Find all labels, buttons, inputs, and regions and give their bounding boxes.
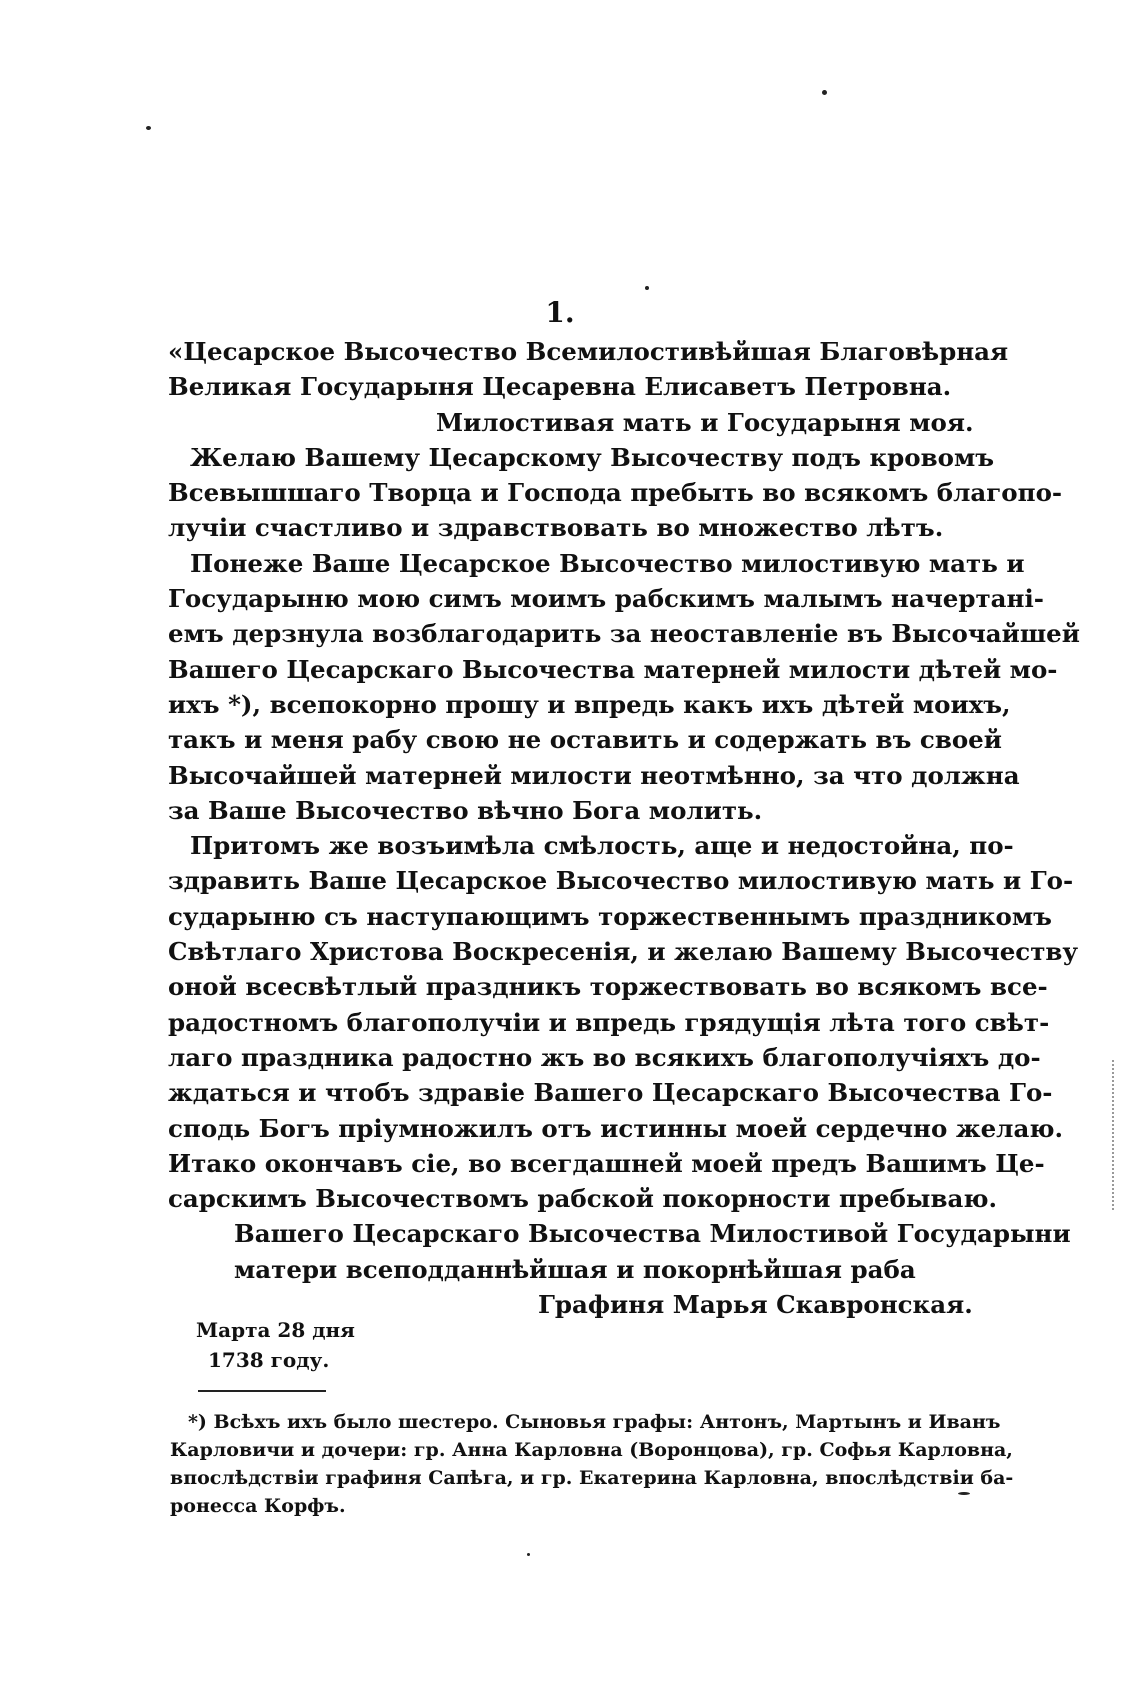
footnote-line: ронесса Корфъ.	[170, 1495, 346, 1517]
letter-line: Понеже Ваше Цесарское Высочество милостивую мать и	[190, 548, 1025, 578]
letter-line: емъ дерзнула возблагодарить за неоставленіе въ Высочайшей	[168, 619, 1080, 649]
ink-speck-bottom-center	[527, 1553, 530, 1556]
letter-line: Вашего Цесарскаго Высочества матерней милости дѣтей мо-	[168, 654, 1058, 684]
ink-speck-near-number	[645, 286, 649, 290]
page-number: 1.	[545, 296, 575, 329]
letter-line: ихъ *), всепокорно прошу и впредь какъ ихъ дѣтей моихъ,	[168, 689, 1011, 719]
letter-line: Государыню мою симъ моимъ рабскимъ малымъ начертані-	[168, 584, 1044, 614]
ink-speck-top-right	[822, 90, 827, 95]
footnote-line: впослѣдствіи графиня Сапѣга, и гр. Екатерина Карловна, впослѣдствіи ба-	[170, 1467, 1014, 1489]
letter-line: оной всесвѣтлый праздникъ торжествовать во всякомъ все-	[168, 972, 1048, 1002]
footnote	[170, 1408, 1014, 1520]
letter-line: Желаю Вашему Цесарскому Высочеству подъ кровомъ	[190, 442, 995, 472]
footnote-line: Карловичи и дочери: гр. Анна Карловна (Воронцова), гр. Софья Карловна,	[170, 1439, 1013, 1461]
letter-line: «Цесарское Высочество Всемилостивѣйшая Благовѣрная	[168, 337, 1009, 366]
ink-speck-top-left	[146, 126, 151, 130]
letter-line: Свѣтлаго Христова Воскресенія, и желаю Вашему Высочеству	[168, 937, 1079, 967]
ink-speck-bottom-right	[958, 1492, 970, 1495]
letter-line: ждаться и чтобъ здравіе Вашего Цесарскаго Высочества Го-	[168, 1078, 1053, 1108]
page-edge-marks	[1112, 1060, 1116, 1210]
letter-date	[196, 1315, 355, 1375]
letter-line: Милостивая мать и Государыня моя.	[436, 407, 974, 437]
letter-line: сарскимъ Высочествомъ рабской покорности пребываю.	[168, 1184, 998, 1214]
letter-line: радостномъ благополучіи и впредь грядущія лѣта того свѣт-	[168, 1007, 1050, 1037]
letter-line: сподь Богъ пріумножилъ отъ истинны моей сердечно желаю.	[168, 1113, 1063, 1143]
letter-line: Итако окончавъ сіе, во всегдашней моей предъ Вашимъ Це-	[168, 1148, 1045, 1178]
signature-line: Вашего Цесарскаго Высочества Милостивой Государыни	[234, 1219, 1071, 1249]
signature-name: Графиня Марья Скавронская.	[538, 1290, 973, 1320]
letter-line: Притомъ же возъимѣла смѣлость, аще и недостойна, по-	[190, 831, 1014, 861]
letter-line: Великая Государыня Цесаревна Елисаветъ Петровна.	[168, 372, 952, 402]
footnote-line: *) Всѣхъ ихъ было шестеро. Сыновья графы: Антонъ, Мартынъ и Иванъ	[188, 1411, 1001, 1433]
signature-line: матери всеподданнѣйшая и покорнѣйшая раба	[234, 1254, 916, 1284]
letter-body	[168, 334, 1080, 1322]
letter-line: здравить Ваше Цесарское Высочество милостивую мать и Го-	[168, 866, 1074, 896]
letter-line: лаго праздника радостно жъ во всякихъ благополучіяхъ до-	[168, 1042, 1041, 1072]
letter-line: за Ваше Высочество вѣчно Бога молить.	[168, 795, 763, 825]
date-day: Марта 28 дня	[196, 1318, 355, 1342]
footnote-divider	[198, 1390, 326, 1392]
letter-line: Высочайшей матерней милости неотмѣнно, за что должна	[168, 760, 1020, 790]
letter-line: лучіи счастливо и здравствовать во множество лѣтъ.	[168, 513, 944, 543]
letter-line: сударыню съ наступающимъ торжественнымъ праздникомъ	[168, 901, 1052, 931]
letter-line: такъ и меня рабу свою не оставить и содержать въ своей	[168, 725, 1002, 755]
letter-line: Всевышшаго Творца и Господа пребыть во всякомъ благопо-	[168, 478, 1063, 508]
date-year: 1738 году.	[208, 1348, 330, 1372]
